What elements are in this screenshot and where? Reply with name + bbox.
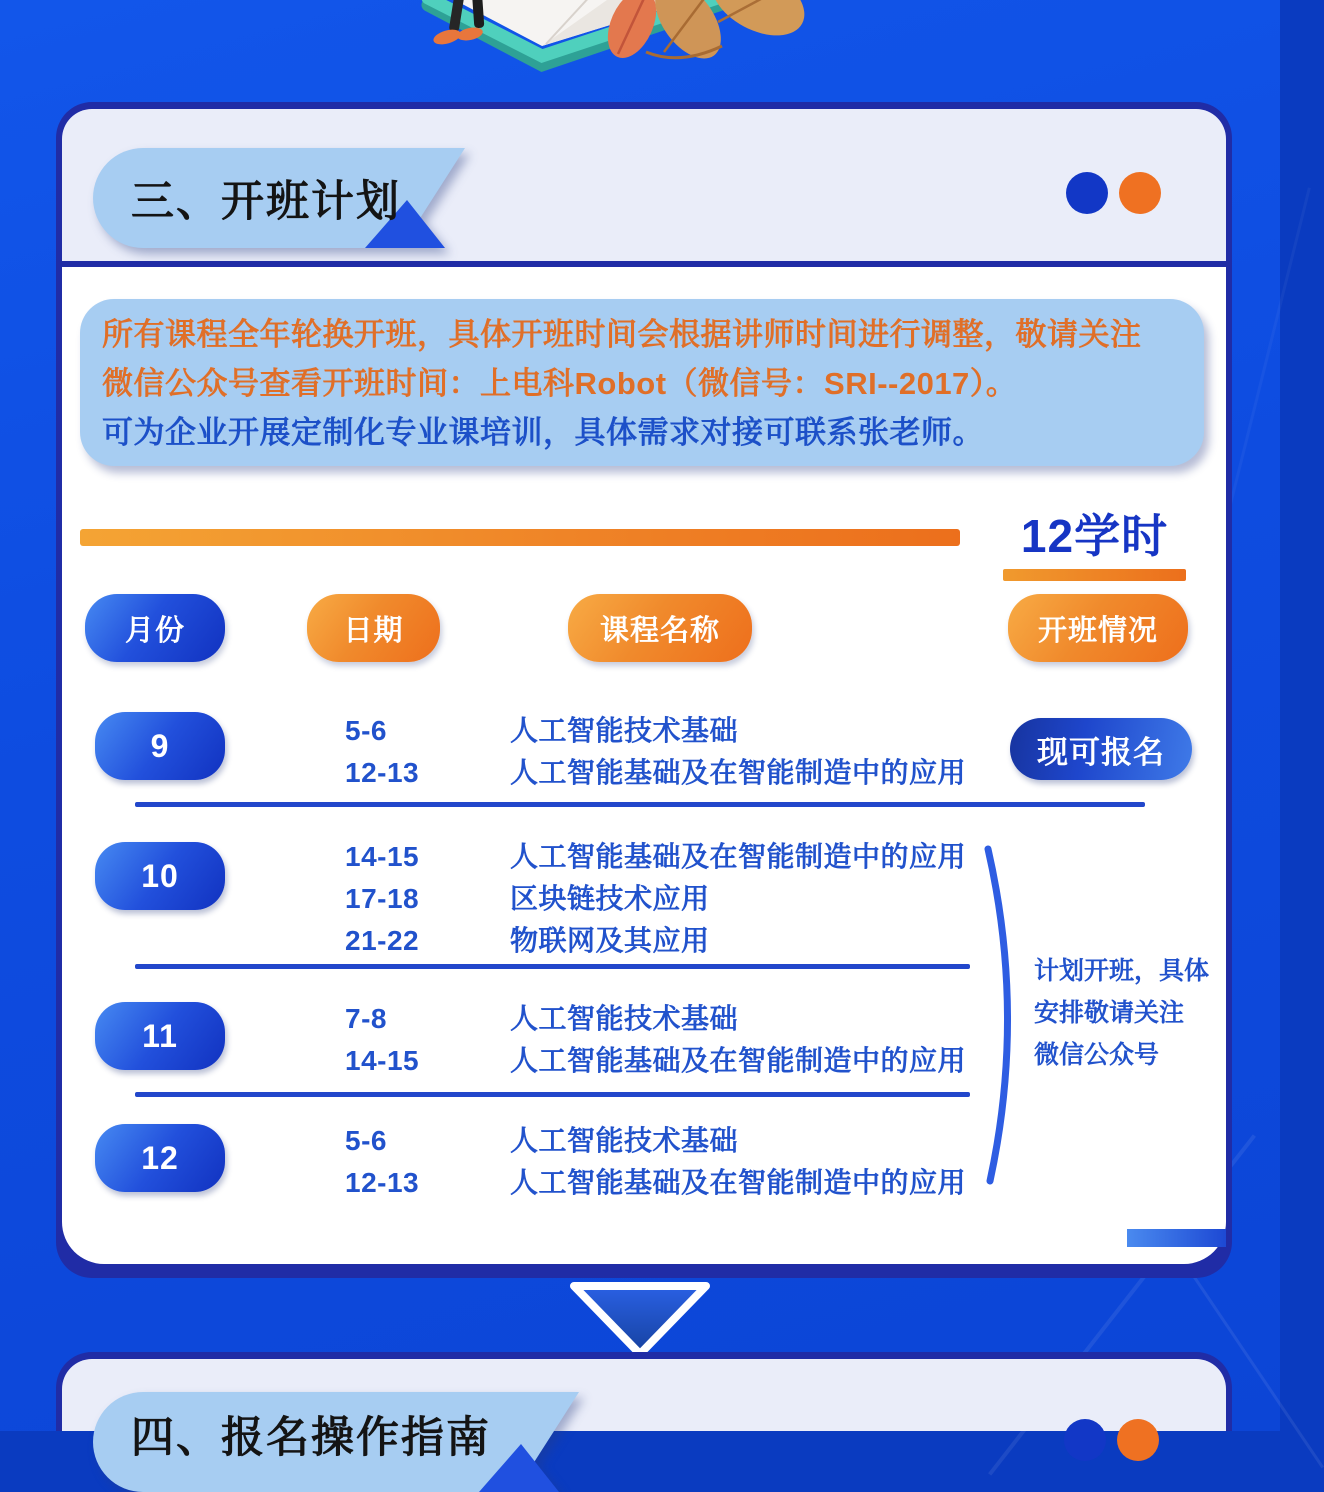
date-cell: 5-6 — [345, 1125, 387, 1156]
date-cell: 14-15 — [345, 841, 420, 872]
course-cell: 人工智能基础及在智能制造中的应用 — [510, 757, 967, 788]
orange-rule-bar — [80, 529, 960, 546]
corner-gradient-bar — [1127, 1229, 1226, 1247]
course-cell: 人工智能基础及在智能制造中的应用 — [510, 841, 967, 872]
course-cell: 人工智能技术基础 — [510, 1003, 739, 1034]
section3-title: 三、开班计划 — [131, 178, 401, 226]
book-reader-illustration — [370, 0, 830, 114]
column-header-month: 月份 — [85, 594, 225, 662]
notice-line: 微信公众号查看开班时间：上电科Robot（微信号：SRI--2017）。 — [102, 366, 1018, 401]
month-pill: 11 — [95, 1002, 225, 1070]
status-pill: 现可报名 — [1010, 718, 1192, 780]
section4-title: 四、报名操作指南 — [131, 1414, 491, 1462]
autumn-leaves — [598, 0, 816, 70]
date-cell: 14-15 — [345, 1045, 420, 1076]
date-cell: 17-18 — [345, 883, 420, 914]
row-divider — [135, 1092, 970, 1097]
course-cell: 人工智能技术基础 — [510, 1125, 739, 1156]
date-cell: 21-22 — [345, 925, 420, 956]
column-header-course: 课程名称 — [568, 594, 752, 662]
date-cell: 5-6 — [345, 715, 387, 746]
side-note-line: 微信公众号 — [1034, 1041, 1160, 1069]
side-note-line: 计划开班，具体 — [1034, 957, 1210, 985]
date-cell: 7-8 — [345, 1003, 387, 1034]
hours-underline — [1003, 569, 1186, 581]
date-cell: 12-13 — [345, 757, 420, 788]
row-divider — [135, 802, 1145, 807]
date-cell: 12-13 — [345, 1167, 420, 1198]
month-pill: 9 — [95, 712, 225, 780]
hours-badge: 12学时 — [1020, 510, 1169, 562]
notice-box — [80, 299, 1204, 466]
orange-dot-decoration — [1117, 1419, 1159, 1461]
column-header-status: 开班情况 — [1008, 594, 1188, 662]
course-cell: 区块链技术应用 — [510, 883, 710, 914]
notice-line: 可为企业开展定制化专业课培训，具体需求对接可联系张老师。 — [102, 415, 984, 450]
course-cell: 物联网及其应用 — [510, 925, 710, 956]
month-pill: 12 — [95, 1124, 225, 1192]
month-pill: 10 — [95, 842, 225, 910]
orange-dot-decoration — [1119, 172, 1161, 214]
column-header-date: 日期 — [307, 594, 440, 662]
blue-dot-decoration — [1064, 1419, 1106, 1461]
course-cell: 人工智能技术基础 — [510, 715, 739, 746]
side-note-line: 安排敬请关注 — [1034, 999, 1185, 1027]
notice-line: 所有课程全年轮换开班，具体开班时间会根据讲师时间进行调整，敬请关注 — [102, 317, 1142, 352]
blue-dot-decoration — [1066, 172, 1108, 214]
course-cell: 人工智能基础及在智能制造中的应用 — [510, 1045, 967, 1076]
course-cell: 人工智能基础及在智能制造中的应用 — [510, 1167, 967, 1198]
row-divider — [135, 964, 970, 969]
